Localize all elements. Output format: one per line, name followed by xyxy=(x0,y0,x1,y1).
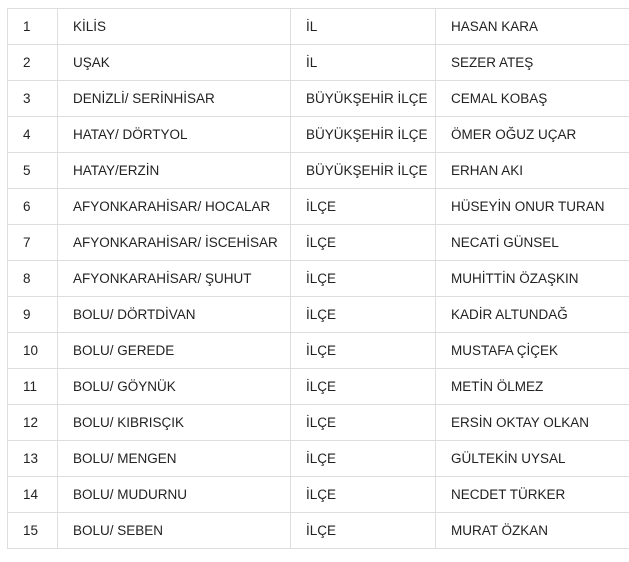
type-cell: İLÇE xyxy=(291,333,436,369)
row-number-cell: 13 xyxy=(8,441,58,477)
table-row xyxy=(8,45,629,81)
table-row xyxy=(8,261,629,297)
name-cell: MUHİTTİN ÖZAŞKIN xyxy=(436,261,629,297)
type-cell: İLÇE xyxy=(291,369,436,405)
table-row xyxy=(8,297,629,333)
name-cell: METİN ÖLMEZ xyxy=(436,369,629,405)
place-cell: BOLU/ GÖYNÜK xyxy=(58,369,291,405)
row-number-cell: 5 xyxy=(8,153,58,189)
row-number-cell: 4 xyxy=(8,117,58,153)
type-cell: İLÇE xyxy=(291,477,436,513)
table-row xyxy=(8,153,629,189)
type-cell: BÜYÜKŞEHİR İLÇE xyxy=(291,117,436,153)
place-cell: BOLU/ KIBRISÇIK xyxy=(58,405,291,441)
table-row xyxy=(8,405,629,441)
row-number-cell: 1 xyxy=(8,9,58,45)
type-cell: İLÇE xyxy=(291,297,436,333)
place-cell: AFYONKARAHİSAR/ HOCALAR xyxy=(58,189,291,225)
row-number-cell: 14 xyxy=(8,477,58,513)
type-cell: BÜYÜKŞEHİR İLÇE xyxy=(291,153,436,189)
name-cell: HÜSEYİN ONUR TURAN xyxy=(436,189,629,225)
type-cell: İL xyxy=(291,9,436,45)
name-cell: MUSTAFA ÇİÇEK xyxy=(436,333,629,369)
row-number-cell: 11 xyxy=(8,369,58,405)
type-cell: İLÇE xyxy=(291,405,436,441)
place-cell: HATAY/ERZİN xyxy=(58,153,291,189)
place-cell: UŞAK xyxy=(58,45,291,81)
place-cell: AFYONKARAHİSAR/ ŞUHUT xyxy=(58,261,291,297)
type-cell: İLÇE xyxy=(291,225,436,261)
row-number-cell: 6 xyxy=(8,189,58,225)
type-cell: İLÇE xyxy=(291,189,436,225)
table-row xyxy=(8,81,629,117)
place-cell: DENİZLİ/ SERİNHİSAR xyxy=(58,81,291,117)
name-cell: GÜLTEKİN UYSAL xyxy=(436,441,629,477)
table-row xyxy=(8,477,629,513)
name-cell: KADİR ALTUNDAĞ xyxy=(436,297,629,333)
row-number-cell: 15 xyxy=(8,513,58,549)
type-cell: İLÇE xyxy=(291,261,436,297)
results-table-body xyxy=(8,9,629,549)
table-row xyxy=(8,441,629,477)
type-cell: İL xyxy=(291,45,436,81)
table-row xyxy=(8,225,629,261)
row-number-cell: 9 xyxy=(8,297,58,333)
name-cell: ERHAN AKI xyxy=(436,153,629,189)
name-cell: MURAT ÖZKAN xyxy=(436,513,629,549)
name-cell: ÖMER OĞUZ UÇAR xyxy=(436,117,629,153)
type-cell: BÜYÜKŞEHİR İLÇE xyxy=(291,81,436,117)
place-cell: BOLU/ DÖRTDİVAN xyxy=(58,297,291,333)
row-number-cell: 8 xyxy=(8,261,58,297)
table-row xyxy=(8,513,629,549)
row-number-cell: 7 xyxy=(8,225,58,261)
place-cell: BOLU/ GEREDE xyxy=(58,333,291,369)
table-row xyxy=(8,189,629,225)
type-cell: İLÇE xyxy=(291,513,436,549)
table-row xyxy=(8,333,629,369)
name-cell: CEMAL KOBAŞ xyxy=(436,81,629,117)
table-row xyxy=(8,9,629,45)
place-cell: HATAY/ DÖRTYOL xyxy=(58,117,291,153)
row-number-cell: 10 xyxy=(8,333,58,369)
row-number-cell: 2 xyxy=(8,45,58,81)
place-cell: BOLU/ SEBEN xyxy=(58,513,291,549)
results-table xyxy=(7,8,629,549)
name-cell: ERSİN OKTAY OLKAN xyxy=(436,405,629,441)
row-number-cell: 3 xyxy=(8,81,58,117)
name-cell: NECATİ GÜNSEL xyxy=(436,225,629,261)
table-row xyxy=(8,369,629,405)
row-number-cell: 12 xyxy=(8,405,58,441)
place-cell: BOLU/ MUDURNU xyxy=(58,477,291,513)
type-cell: İLÇE xyxy=(291,441,436,477)
name-cell: HASAN KARA xyxy=(436,9,629,45)
name-cell: SEZER ATEŞ xyxy=(436,45,629,81)
name-cell: NECDET TÜRKER xyxy=(436,477,629,513)
place-cell: AFYONKARAHİSAR/ İSCEHİSAR xyxy=(58,225,291,261)
place-cell: BOLU/ MENGEN xyxy=(58,441,291,477)
place-cell: KİLİS xyxy=(58,9,291,45)
table-row xyxy=(8,117,629,153)
